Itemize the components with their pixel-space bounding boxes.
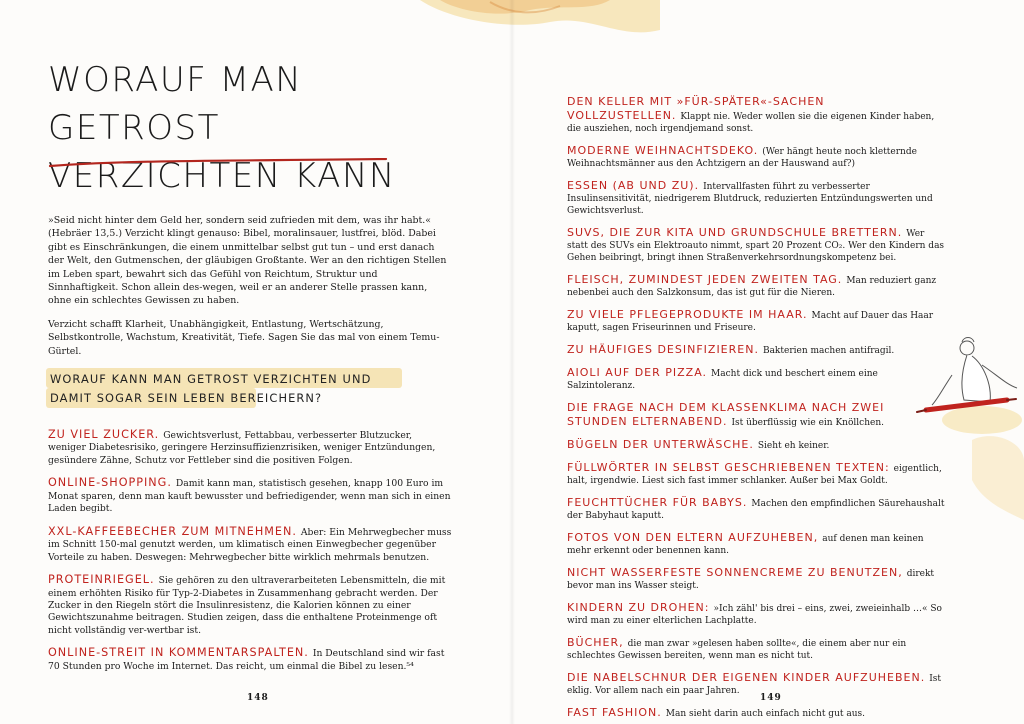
entry-text: Wer statt des SUVs ein Elektroauto nimmt, spart 20 Prozent CO₂. Wer den Kindern das Gehen beibringt, bringt ihnen Straßenverkehrsordnungskompetenz bei.: [567, 229, 945, 263]
page-title: [48, 56, 448, 200]
right-entry-list: [567, 95, 947, 723]
list-item: [567, 308, 947, 334]
entry-text: Intervallfasten führt zu verbesserter Insulinsensitivität, niedrigerem Blutdruck, reduzierten Entzündungswerten und Gewichtsverlust.: [567, 182, 933, 216]
entry-keyword: PROTEINRIEGEL.: [48, 573, 155, 587]
entry-text: direkt bevor man ins Wasser steigt.: [567, 569, 935, 591]
entry-keyword: DIE FRAGE NACH DEM KLASSENKLIMA NACH ZWEI STUNDEN ELTERNABEND.: [567, 401, 885, 428]
entry-text: Damit kann man, statistisch gesehen, knapp 100 Euro im Monat sparen, denn man kauft bewusster und befriedigender, wenn man sich in einen Laden begibt.: [48, 478, 451, 515]
entry-keyword: MODERNE WEIHNACHTSDEKO.: [567, 144, 759, 157]
entry-keyword: NICHT WASSERFESTE SONNENCREME ZU BENUTZEN,: [567, 566, 903, 579]
entry-keyword: ZU HÄUFIGES DESINFIZIEREN.: [567, 343, 759, 356]
entry-text: Ist eklig. Vor allem nach ein paar Jahren.: [567, 674, 942, 696]
list-item: [567, 343, 947, 357]
entry-keyword: BÜGELN DER UNTERWÄSCHE.: [567, 438, 754, 451]
entry-text: Man reduziert ganz nebenbei auch den Salzkonsum, das ist gut für die Nieren.: [567, 276, 937, 298]
entry-text: (Wer hängt heute noch kletternde Weihnachtsmänner aus den Achtzigern an der Hauswand auf?): [567, 147, 917, 169]
entry-keyword: ZU VIEL ZUCKER.: [48, 428, 160, 441]
list-item: [567, 671, 947, 697]
entry-text: Aber: Ein Mehrwegbecher muss im Schnitt 150-mal genutzt werden, um klimatisch einen Einwegbecher gegenüber Vorteile zu haben. Deswegen: Mehrwegbecher bitte wirklich mehrmals benutzen.: [48, 526, 452, 563]
list-item: [567, 179, 947, 217]
list-item: [567, 636, 947, 662]
entry-keyword: KINDERN ZU DROHEN:: [567, 601, 710, 614]
list-item: [48, 573, 452, 637]
list-item: [48, 476, 452, 515]
entry-text: Sie gehören zu den ultraverarbeiteten Lebensmitteln, die mit einem erhöhten Risiko für Typ-2-Diabetes in Zusammenhang gebracht werden. Der Zucker in den Riegeln stört die Insulinresistenz, die Kalorien können zu einer Gewichtszunahme beitragen. Studien zeigen, dass die enthaltene Proteinmenge oft nicht vollständig ver-wertbar ist.: [48, 575, 446, 636]
entry-keyword: FOTOS VON DEN ELTERN AUFZUHEBEN,: [567, 531, 819, 544]
entry-keyword: AIOLI AUF DER PIZZA.: [567, 366, 708, 379]
list-item: [567, 566, 947, 592]
list-item: [48, 646, 452, 673]
list-item: [567, 531, 947, 557]
list-item: [567, 95, 947, 135]
list-item: [567, 601, 947, 627]
list-item: [48, 428, 452, 467]
entry-keyword: FEUCHTTÜCHER FÜR BABYS.: [567, 496, 748, 509]
entry-keyword: XXL-KAFFEEBECHER ZUM MITNEHMEN.: [48, 524, 297, 538]
list-item: [567, 366, 947, 392]
list-item: [567, 461, 947, 487]
entry-keyword: BÜCHER,: [567, 636, 624, 649]
entry-text: Ist überflüssig wie ein Knöllchen.: [731, 418, 884, 428]
page-number-right: 149: [760, 693, 782, 703]
title-line-1: WORAUF MAN GETROST: [48, 60, 303, 148]
entry-text: Gewichtsverlust, Fettabbau, verbesserter Blutzucker, weniger Diabetesrisiko, geringere Herzinsuffizienzrisiken, weniger Entzündungen, gesündere Zähne, Schutz vor Fettleber sind die positiven Folgen.: [48, 430, 436, 466]
entry-text: Macht auf Dauer das Haar kaputt, sagen Friseurinnen und Friseure.: [567, 311, 934, 333]
intro-paragraph-1: »Seid nicht hinter dem Geld her, sondern seid zufrieden mit dem, was ihr habt.« (Hebräer 13,5.) Verzicht klingt genauso: Bibel, moralinsauer, lustfrei, blöd. Dabei gibt es Einschränkungen, die einem unmittelbar selbst gut tun – und erst danach der Welt, den Gutmenschen, der gläubigen Großtante. Wer an den richtigen Stellen im Leben spart, bewahrt sich das Gefühl von Reichtum, Struktur und Sinnhaftigkeit. Schon allein des-wegen, weil er an anderer Stelle prassen kann, ohne ein schlechtes Gewissen zu haben.: [48, 215, 447, 307]
entry-text: eigentlich, halt, irgendwie. Liest sich fast immer schlanker. Außer bei Max Goldt.: [567, 464, 942, 486]
entry-text: In Deutschland sind wir fast 70 Stunden pro Woche im Internet. Das reicht, um einmal die Bibel zu lesen.⁵⁴: [48, 648, 445, 672]
list-item: [567, 273, 947, 299]
entry-keyword: FAST FASHION.: [567, 706, 662, 719]
page-number-left: 148: [247, 693, 269, 703]
list-item: [567, 144, 947, 170]
entry-keyword: ONLINE-SHOPPING.: [48, 476, 172, 490]
list-item: [567, 401, 947, 429]
entry-keyword: DIE NABELSCHNUR DER EIGENEN KINDER AUFZUHEBEN.: [567, 671, 926, 684]
watercolor-stain-right: [952, 430, 1024, 520]
entry-keyword: FÜLLWÖRTER IN SELBST GESCHRIEBENEN TEXTEN:: [567, 461, 890, 474]
entry-text: die man zwar »gelesen haben sollte«, die einem aber nur ein schlechtes Gewissen bereiten, wenn man es nicht tut.: [567, 639, 907, 661]
entry-text: Sieht eh keiner.: [757, 441, 830, 451]
right-page: [512, 0, 1024, 724]
entry-keyword: FLEISCH, ZUMINDEST JEDEN ZWEITEN TAG.: [567, 273, 843, 286]
left-entry-list: [48, 428, 452, 677]
title-line-2: VERZICHTEN KANN: [48, 156, 396, 196]
entry-text: Macht dick und beschert einem eine Salzintoleranz.: [567, 369, 878, 391]
list-item: [567, 706, 947, 720]
entry-text: Bakterien machen antifragil.: [762, 346, 895, 356]
entry-text: Machen den empfindlichen Säurehaushalt der Babyhaut kaputt.: [567, 499, 945, 521]
list-item: [48, 525, 452, 564]
entry-keyword: DEN KELLER MIT »FÜR-SPÄTER«-SACHEN VOLLZUSTELLEN.: [567, 95, 825, 122]
red-underline-divider: [48, 158, 388, 170]
entry-text: Klappt nie. Weder wollen sie die eigenen Kinder haben, die ausziehen, noch irgendjemand sonst.: [567, 112, 935, 134]
list-item: [567, 226, 947, 264]
list-item: [567, 438, 947, 452]
entry-text: Man sieht darin auch einfach nicht gut aus.: [665, 709, 865, 719]
entry-keyword: SUVS, DIE ZUR KITA UND GRUNDSCHULE BRETTERN.: [567, 226, 903, 239]
subheading-text: WORAUF KANN MAN GETROST VERZICHTEN UND DAMIT SOGAR SEIN LEBEN BEREICHERN?: [50, 372, 372, 405]
entry-keyword: ESSEN (AB UND ZU).: [567, 179, 700, 192]
entry-text: auf denen man keinen mehr erkennt oder benennen kann.: [567, 534, 924, 556]
intro-paragraph-2: Verzicht schafft Klarheit, Unabhängigkeit, Entlastung, Wertschätzung, Selbstkontrolle, Wachstum, Kreativität, Tiefe. Sagen Sie das mal von einem Temu-Gürtel.: [48, 319, 440, 357]
entry-keyword: ZU VIELE PFLEGEPRODUKTE IM HAAR.: [567, 308, 808, 321]
highlighted-subheading: [46, 366, 406, 410]
entry-keyword: ONLINE-STREIT IN KOMMENTARSPALTEN.: [48, 646, 309, 660]
list-item: [567, 496, 947, 522]
entry-text: »Ich zähl' bis drei – eins, zwei, zweieinhalb …« So wird man zu einer elterlichen Lachplatte.: [567, 604, 942, 626]
